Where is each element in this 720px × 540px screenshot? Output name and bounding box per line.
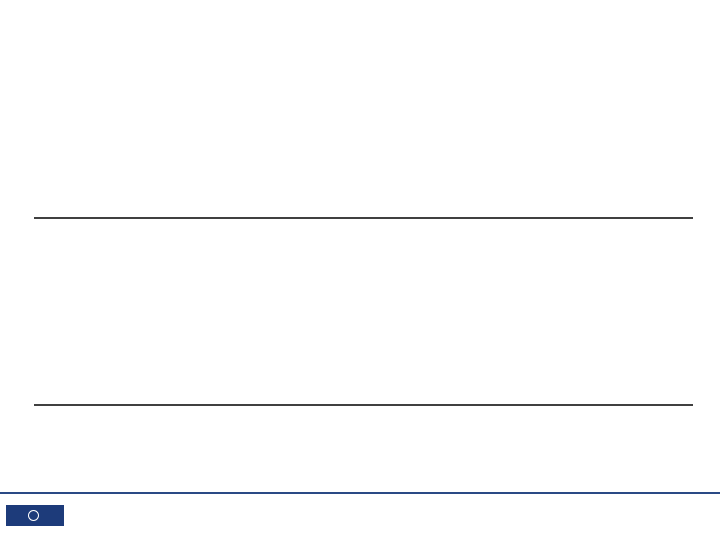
pearson-logo-icon	[28, 510, 39, 521]
footer-rule	[0, 492, 720, 494]
pearson-logo	[6, 505, 64, 526]
footer	[0, 492, 720, 540]
